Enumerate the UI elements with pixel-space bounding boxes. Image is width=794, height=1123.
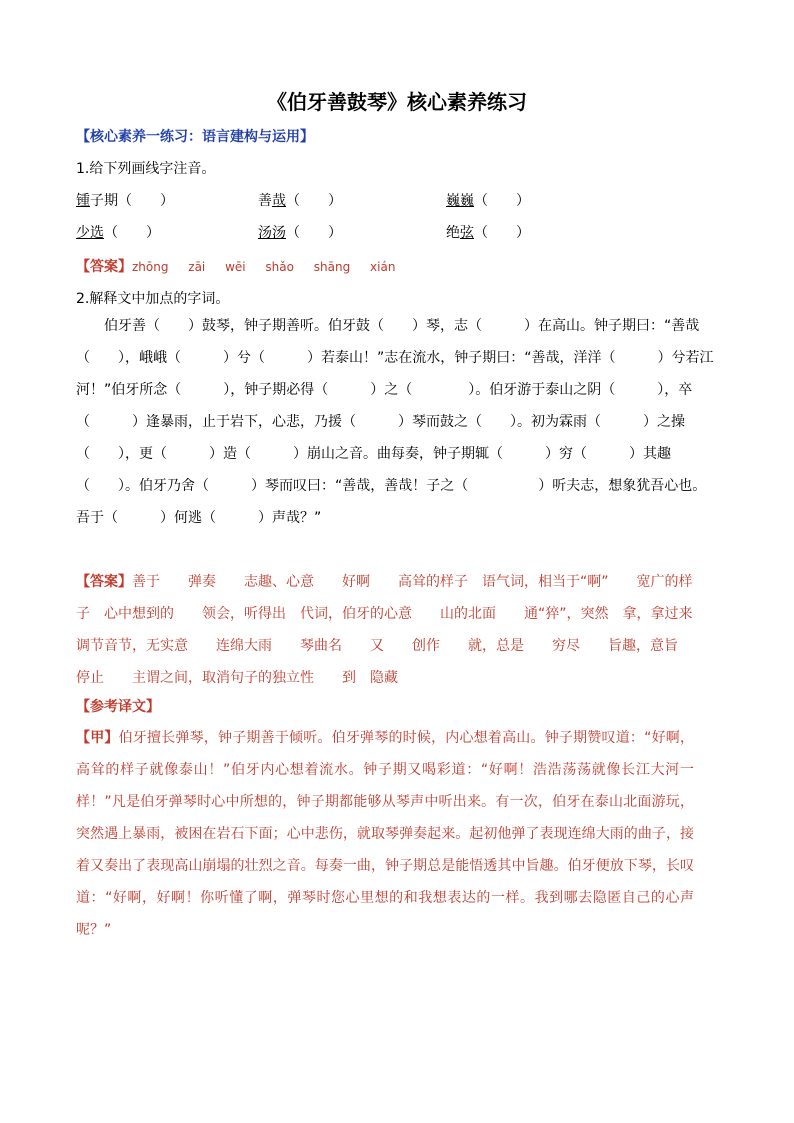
- q1-item-blank: （ ）: [286, 225, 342, 241]
- q1-item-pre: 绝: [446, 225, 460, 241]
- page-title: 《伯牙善鼓琴》核心素养练习: [267, 90, 527, 114]
- q1-item: [446, 222, 530, 242]
- q1-item: [258, 190, 342, 210]
- q1-item: [258, 222, 342, 242]
- q1-item-underlined: 弦: [460, 225, 474, 241]
- q1-answer-pinyin: zhōng zāi wēi shǎo shāng xián: [132, 260, 396, 274]
- q2-prompt: 2.解释文中加点的字词。: [76, 291, 230, 307]
- q1-item-blank: （ ）: [474, 225, 530, 241]
- q1-item: [446, 190, 530, 210]
- q1-item-blank: （ ）: [286, 193, 342, 209]
- section-heading: 【核心素养一练习：语言建构与运用】: [76, 129, 314, 145]
- translation-body: 伯牙擅长弹琴，钟子期善于倾听。伯牙弹琴的时候，内心想着高山。钟子期赞叹道：“好啊，高耸的样子就像泰山！”伯牙内心想着流水。钟子期又喝彩道：“好啊！浩浩荡荡就像长江大河一样！”凡是伯牙弹琴时心中所想的，钟子期都能够从琴声中听出来。有一次，伯牙在泰山北面游玩，突然遇上暴雨，被困在岩石下面；心中悲伤，就取琴弹奏起来。起初他弹了表现连绵大雨的曲子，接着又奏出了表现高山崩塌的壮烈之音。每奏一曲，钟子期总是能悟透其中旨趣。伯牙便放下琴，长叹道：“好啊，好啊！你听懂了啊，弹琴时您心里想的和我想表达的一样。我到哪去隐匿自己的心声呢？”: [76, 730, 694, 938]
- q2-passage: 伯牙善（ ）鼓琴，钟子期善听。伯牙鼓（ ）琴，志（ ）在高山。钟子期曰：“善哉（ ），峨峨（ ）兮（ ）若泰山！”志在流水，钟子期曰：“善哉，洋洋（ ）兮若江河！”伯牙所念（ ），钟子期必得（ ）之（ ）。伯牙游于泰山之阴（ ），卒（ ）逢暴雨，止于岩下，心悲，乃援（ ）琴而鼓之（ ）。初为霖雨（ ）之操（ ），更（ ）造（ ）崩山之音。曲每奏，钟子期辄（ ）穷（ ）其趣（ ）。伯牙乃舍（ ）琴而叹曰：“善哉，善哉！子之（ ）听夫志，想象犹吾心也。吾于（ ）何逃（ ）声哉？”: [76, 318, 714, 526]
- q1-item-blank: （ ）: [104, 225, 160, 241]
- q1-item-pre: 善: [258, 193, 272, 209]
- q1-item-underlined: 巍巍: [446, 193, 474, 209]
- q1-item-underlined: 哉: [272, 193, 286, 209]
- answer-label: 【答案】: [76, 574, 132, 590]
- translation-text: [76, 722, 694, 946]
- translation-label: 【甲】: [76, 730, 119, 746]
- q1-answer: [76, 256, 395, 276]
- answer-label: 【答案】: [76, 259, 132, 275]
- q1-prompt: 1.给下列画线字注音。: [76, 161, 216, 177]
- q2-answer-text: 善于 弹奏 志趣、心意 好啊 高耸的样子 语气词，相当于“啊” 宽广的样子 心中想到的 领会，听得出 代词，伯牙的心意 山的北面 通“猝”，突然 拿，拿过来 调节音节，无实意 连绵大雨 琴曲名 又 创作 就，总是 穷尽 旨趣，意旨 停止 主谓之间，取消句子的独立性 到 隐藏: [76, 574, 721, 686]
- q1-item: [76, 222, 160, 242]
- q2-answer: [76, 566, 721, 694]
- translation-heading: 【参考译文】: [76, 699, 160, 715]
- q1-item-blank: 子期（ ）: [90, 193, 174, 209]
- q1-item-underlined: 锺: [76, 193, 90, 209]
- q1-item-blank: （ ）: [474, 193, 530, 209]
- q1-item: [76, 190, 174, 210]
- q1-item-underlined: 汤汤: [258, 225, 286, 241]
- q1-item-underlined: 少选: [76, 225, 104, 241]
